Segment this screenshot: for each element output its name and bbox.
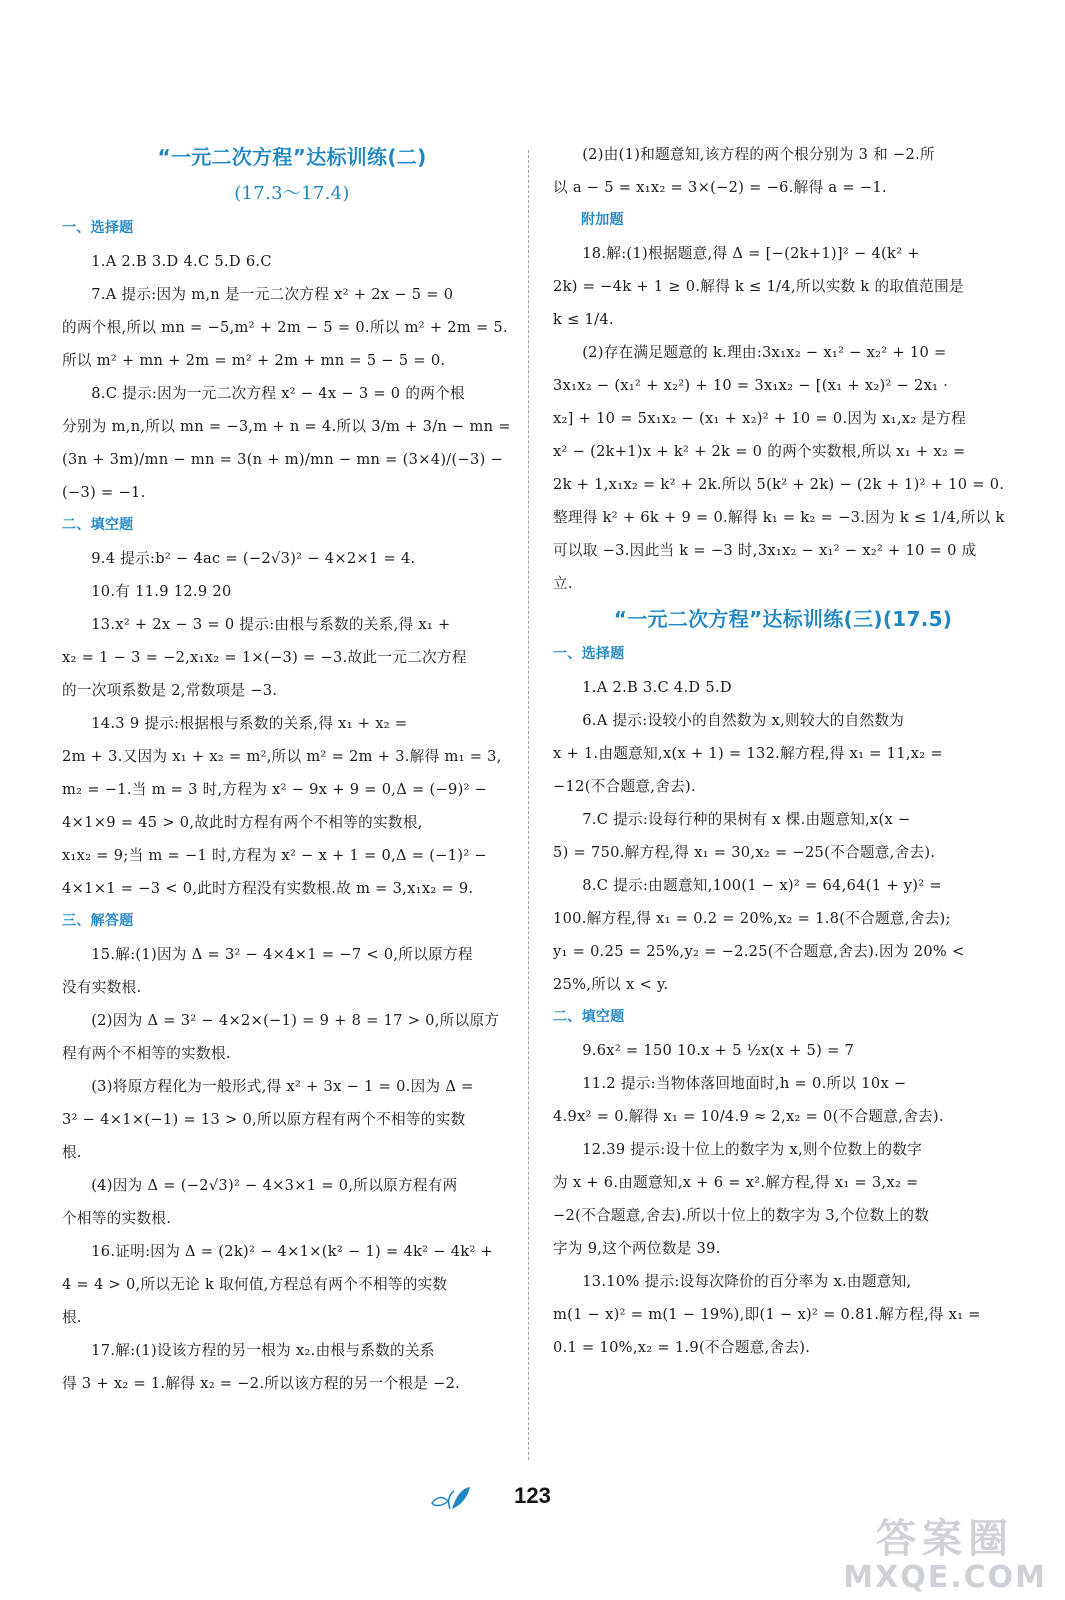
answer-line: 0.1 = 10%,x₂ = 1.9(不合题意,舍去). (553, 1339, 811, 1356)
answer-line: 2k + 1,x₁x₂ = k² + 2k.所以 5(k² + 2k) − (2k + 1)² + 10 = 0. (553, 476, 1005, 493)
answer-line: 17.解:(1)设该方程的另一根为 x₂.由根与系数的关系 (91, 1342, 435, 1359)
answer-line: 字为 9,这个两位数是 39. (553, 1240, 721, 1257)
heading-fill: 二、填空题 (553, 1009, 625, 1025)
heading-choice: 一、选择题 (553, 646, 625, 662)
answer-line: 根. (62, 1144, 82, 1161)
answer-line: 3² − 4×1×(−1) = 13 > 0,所以原方程有两个不相等的实数 (62, 1111, 466, 1128)
answer-line: 25%,所以 x < y. (553, 976, 669, 993)
answer-line: x₂ = 1 − 3 = −2,x₁x₂ = 1×(−3) = −3.故此一元二次方程 (62, 649, 467, 666)
answer-line: 的一次项系数是 2,常数项是 −3. (62, 682, 278, 699)
answer-line: 6.A 提示:设较小的自然数为 x,则较大的自然数为 (582, 712, 905, 729)
answer-line: 1.A 2.B 3.D 4.C 5.D 6.C (91, 253, 272, 270)
section-title-3: “一元二次方程”达标训练(三)(17.5) (613, 607, 953, 631)
answer-line: x₁x₂ = 9;当 m = −1 时,方程为 x² − x + 1 = 0,Δ = (−1)² − (62, 847, 487, 864)
heading-extra: 附加题 (581, 212, 624, 228)
heading-choice: 一、选择题 (62, 220, 134, 236)
answer-line: 2k) = −4k + 1 ≥ 0.解得 k ≤ 1/4,所以实数 k 的取值范围是 (553, 278, 964, 295)
answer-line: 3x₁x₂ − (x₁² + x₂²) + 10 = 3x₁x₂ − [(x₁ + x₂)² − 2x₁ · (553, 377, 949, 394)
answer-line: (4)因为 Δ = (−2√3)² − 4×3×1 = 0,所以原方程有两 (91, 1177, 458, 1194)
answer-line: 14.3 9 提示:根据根与系数的关系,得 x₁ + x₂ = (91, 715, 408, 732)
answer-line: 100.解方程,得 x₁ = 0.2 = 20%,x₂ = 1.8(不合题意,舍去); (553, 910, 951, 927)
answer-line: (3n + 3m)/mn − mn = 3(n + m)/mn − mn = (3×4)/(−3) − (−3) = −1. (62, 451, 504, 501)
answer-line: 12.39 提示:设十位上的数字为 x,则个位数上的数字 (582, 1141, 923, 1158)
answer-line: 8.C 提示:由题意知,100(1 − x)² = 64,64(1 + y)² = (582, 877, 942, 894)
answer-line: k ≤ 1/4. (553, 311, 614, 328)
answer-line: (2)因为 Δ = 3² − 4×2×(−1) = 9 + 8 = 17 > 0,所以原方 (91, 1012, 500, 1029)
heading-fill: 二、填空题 (62, 517, 134, 533)
answer-line: x² − (2k+1)x + k² + 2k = 0 的两个实数根,所以 x₁ + x₂ = (553, 443, 966, 460)
answer-line: x₂] + 10 = 5x₁x₂ − (x₁ + x₂)² + 10 = 0.因为 x₁,x₂ 是方程 (553, 410, 967, 427)
answer-line: 整理得 k² + 6k + 9 = 0.解得 k₁ = k₂ = −3.因为 k ≤ 1/4,所以 k (553, 509, 1005, 526)
answer-line: 2m + 3.又因为 x₁ + x₂ = m²,所以 m² = 2m + 3.解得 m₁ = 3, (62, 748, 502, 765)
answer-line: (2)由(1)和题意知,该方程的两个根分别为 3 和 −2.所 (582, 146, 935, 163)
heading-solve: 三、解答题 (62, 913, 134, 929)
answer-line: (3)将原方程化为一般形式,得 x² + 3x − 1 = 0.因为 Δ = (91, 1078, 474, 1095)
answer-line: y₁ = 0.25 = 25%,y₂ = −2.25(不合题意,舍去).因为 20% < (553, 943, 965, 960)
section-title-2: “一元二次方程”达标训练(二) (157, 145, 427, 169)
watermark (843, 1516, 1047, 1594)
answer-line: 得 3 + x₂ = 1.解得 x₂ = −2.所以该方程的另一个根是 −2. (62, 1375, 461, 1392)
answer-line: 1.A 2.B 3.C 4.D 5.D (582, 679, 732, 696)
answer-line: 的两个根,所以 mn = −5,m² + 2m − 5 = 0.所以 m² + 2m = 5. (62, 319, 508, 336)
answer-line: 4×1×9 = 45 > 0,故此时方程有两个不相等的实数根, (62, 814, 423, 831)
answer-line: 9.6x² = 150 10.x + 5 ½x(x + 5) = 7 (582, 1042, 855, 1059)
answer-line: 可以取 −3.因此当 k = −3 时,3x₁x₂ − x₁² − x₂² + 10 = 0 成 (553, 542, 977, 559)
answer-line: 13.10% 提示:设每次降价的百分率为 x.由题意知, (582, 1273, 912, 1290)
answer-line: −12(不合题意,舍去). (553, 778, 696, 795)
answer-line: 4×1×1 = −3 < 0,此时方程没有实数根.故 m = 3,x₁x₂ = 9. (62, 880, 474, 897)
answer-line: −2(不合题意,舍去).所以十位上的数字为 3,个位数上的数 (553, 1207, 930, 1224)
answer-line: 分别为 m,n,所以 mn = −3,m + n = 4.所以 3/m + 3/n − mn = (62, 418, 511, 435)
answer-line: 立. (553, 575, 573, 592)
answer-line: 4 = 4 > 0,所以无论 k 取何值,方程总有两个不相等的实数 (62, 1276, 448, 1293)
answer-line: 所以 m² + mn + 2m = m² + 2m + mn = 5 − 5 = 0. (62, 352, 446, 369)
answer-line: m(1 − x)² = m(1 − 19%),即(1 − x)² = 0.81.解方程,得 x₁ = (553, 1306, 981, 1323)
answer-line: 7.A 提示:因为 m,n 是一元二次方程 x² + 2x − 5 = 0 (91, 286, 454, 303)
answer-line: 4.9x² = 0.解得 x₁ = 10/4.9 ≈ 2,x₂ = 0(不合题意,舍去). (553, 1108, 944, 1125)
answer-line: 18.解:(1)根据题意,得 Δ = [−(2k+1)]² − 4(k² + (582, 245, 920, 262)
answer-line: 为 x + 6.由题意知,x + 6 = x².解方程,得 x₁ = 3,x₂ = (553, 1174, 919, 1191)
answer-line: x + 1.由题意知,x(x + 1) = 132.解方程,得 x₁ = 11,x₂ = (553, 745, 943, 762)
answer-line: 8.C 提示:因为一元二次方程 x² − 4x − 3 = 0 的两个根 (91, 385, 465, 402)
watermark-logo: 答案圈 (876, 1516, 1015, 1562)
answer-line: 以 a − 5 = x₁x₂ = 3×(−2) = −6.解得 a = −1. (553, 179, 887, 196)
answer-line: 个相等的实数根. (62, 1210, 172, 1227)
answer-line: 7.C 提示:设每行种的果树有 x 棵.由题意知,x(x − (582, 811, 911, 828)
left-column (62, 138, 522, 1400)
column-divider (528, 150, 529, 1460)
answer-line: (2)存在满足题意的 k.理由:3x₁x₂ − x₁² − x₂² + 10 = (582, 344, 947, 361)
answer-line: 没有实数根. (62, 979, 142, 996)
right-column (553, 138, 1013, 1364)
answer-line: m₂ = −1.当 m = 3 时,方程为 x² − 9x + 9 = 0,Δ = (−9)² − (62, 781, 488, 798)
watermark-url: MXQE.COM (843, 1560, 1047, 1595)
answer-line: 程有两个不相等的实数根. (62, 1045, 231, 1062)
answer-line: 5) = 750.解方程,得 x₁ = 30,x₂ = −25(不合题意,舍去). (553, 844, 936, 861)
page-number: 123 (514, 1483, 551, 1508)
answer-line: 10.有 11.9 12.9 20 (91, 583, 232, 600)
answer-line: 根. (62, 1309, 82, 1326)
answer-line: 11.2 提示:当物体落回地面时,h = 0.所以 10x − (582, 1075, 907, 1092)
answer-line: 16.证明:因为 Δ = (2k)² − 4×1×(k² − 1) = 4k² − 4k² + (91, 1243, 494, 1260)
answer-line: 9.4 提示:b² − 4ac = (−2√3)² − 4×2×1 = 4. (91, 550, 416, 567)
section-subtitle: (17.3～17.4) (234, 183, 350, 204)
answer-line: 13.x² + 2x − 3 = 0 提示:由根与系数的关系,得 x₁ + (91, 616, 451, 633)
answer-line: 15.解:(1)因为 Δ = 3² − 4×4×1 = −7 < 0,所以原方程 (91, 946, 473, 963)
